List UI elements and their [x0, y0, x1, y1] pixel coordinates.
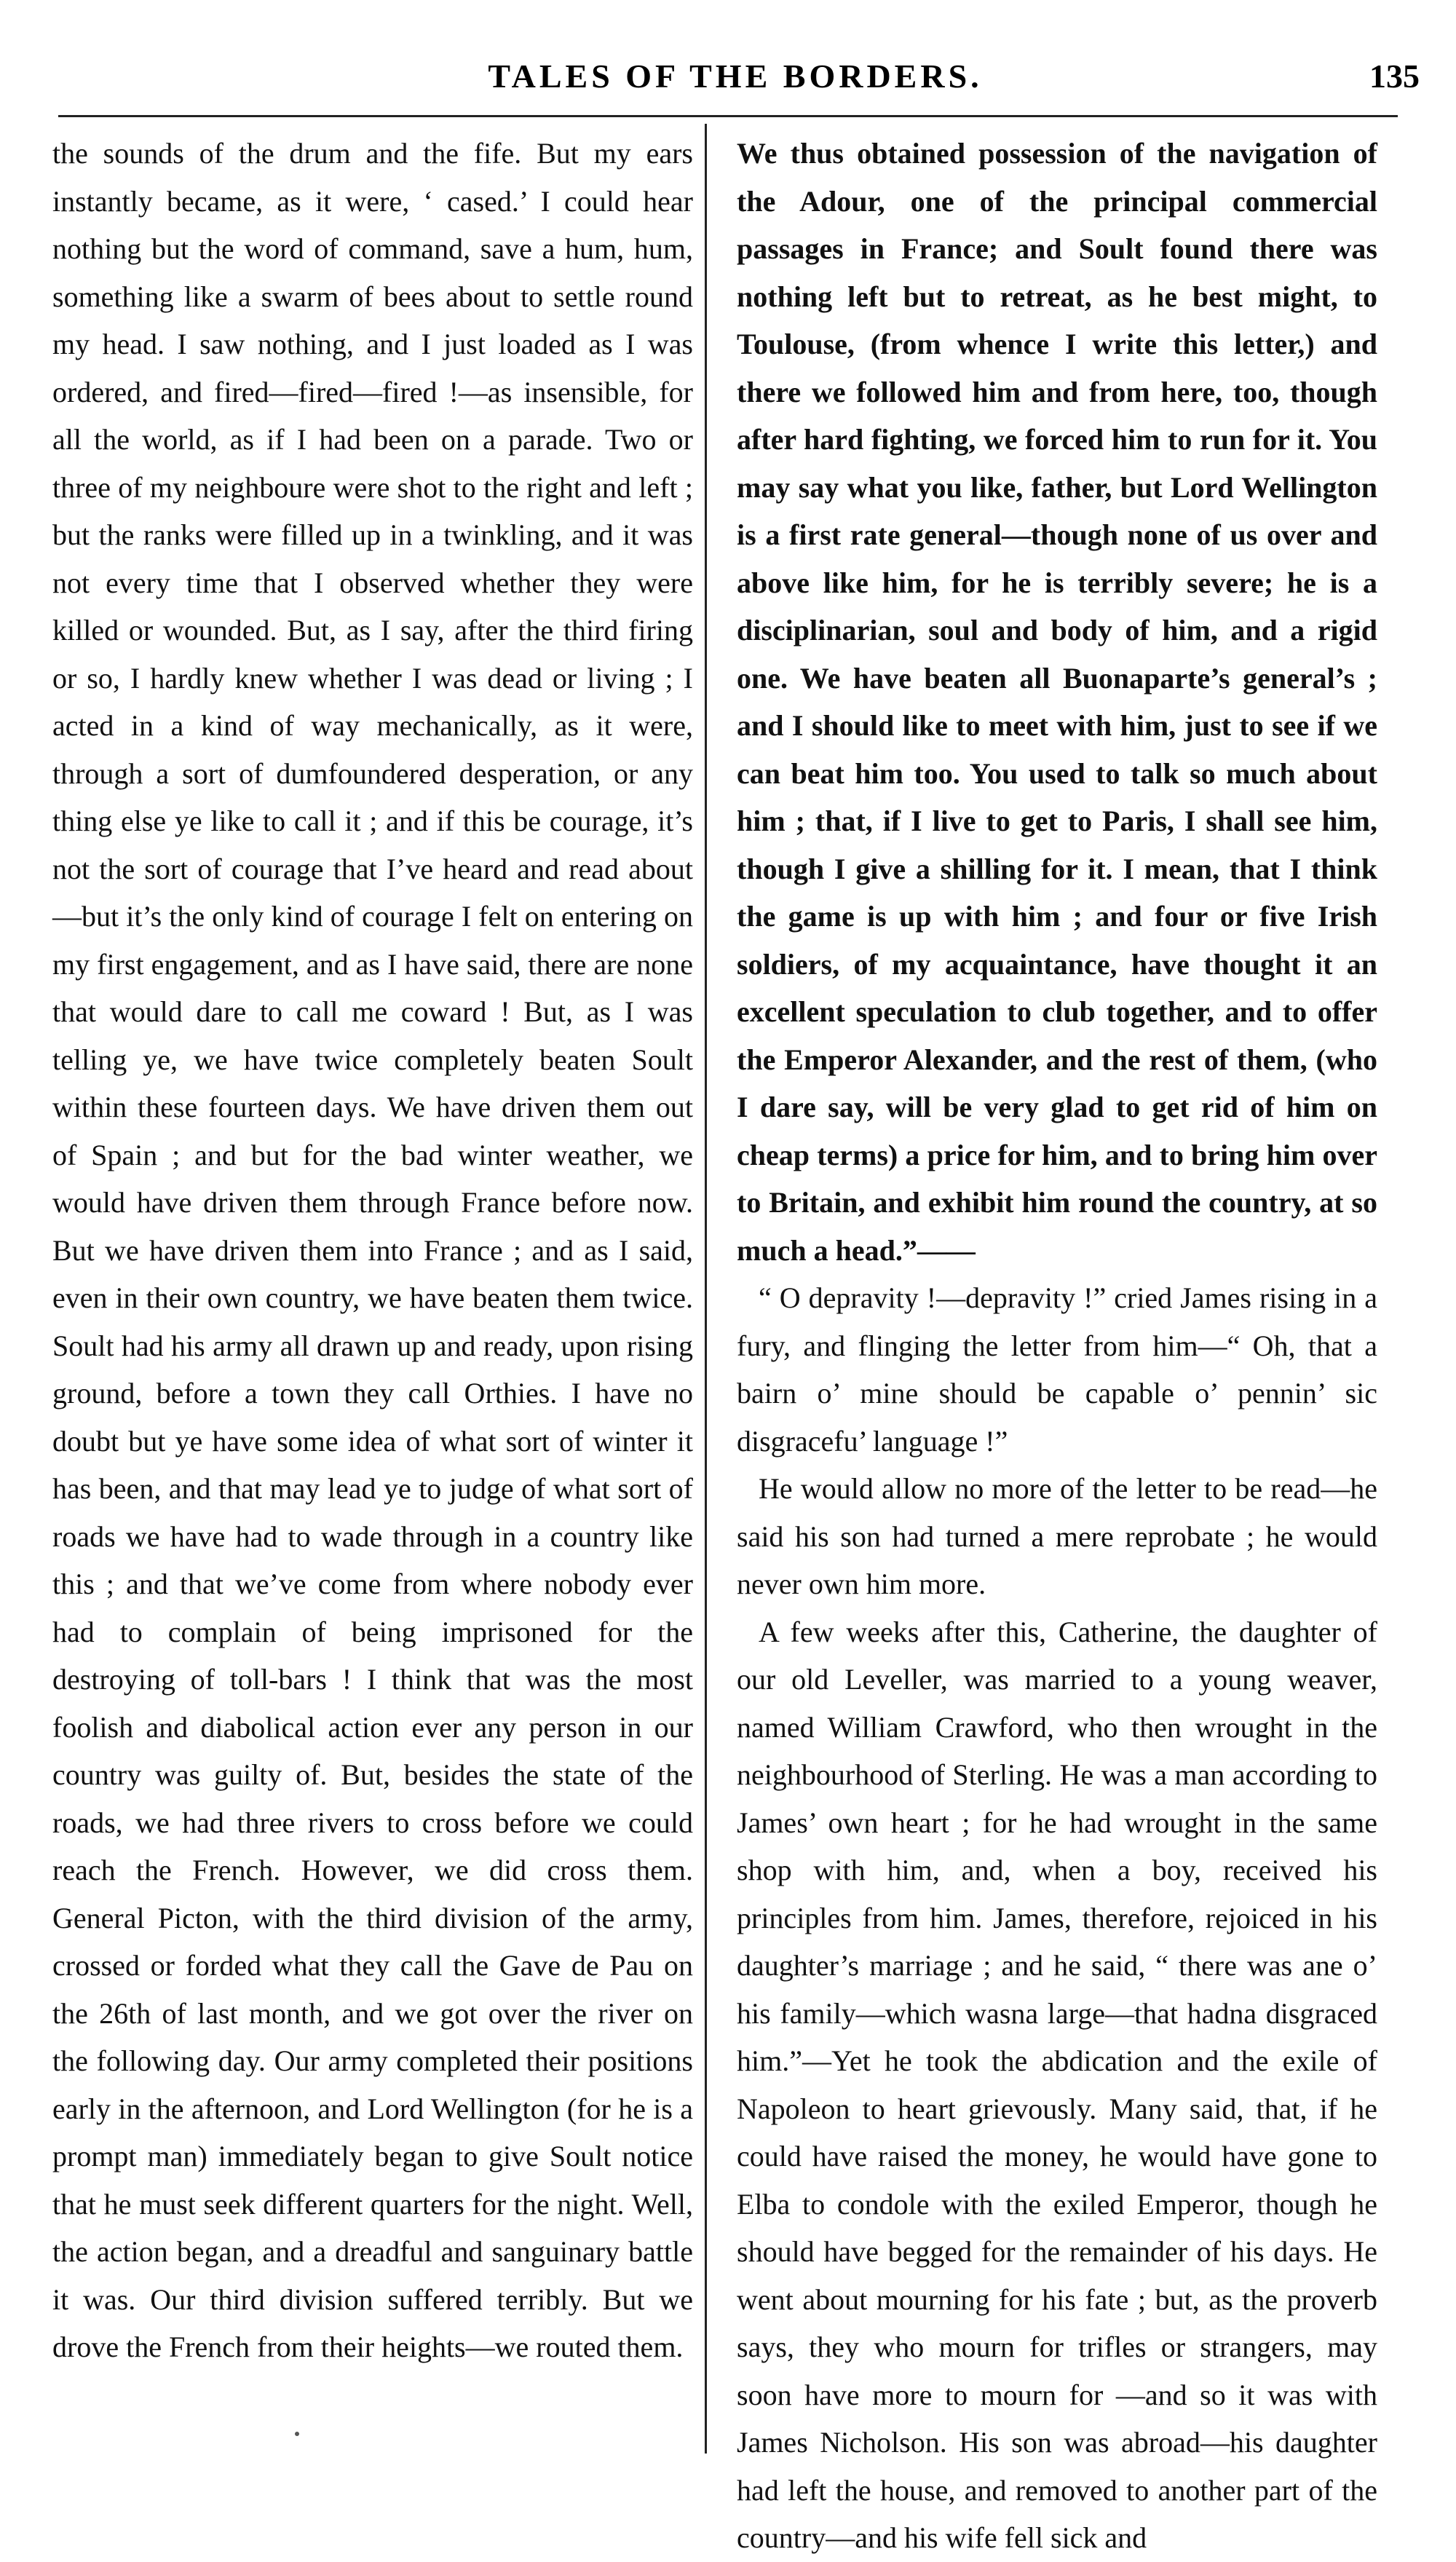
running-title: TALES OF THE BORDERS.	[488, 58, 983, 95]
column-divider	[705, 124, 707, 2454]
left-column	[52, 130, 693, 2430]
page-number: 135	[1369, 58, 1420, 95]
right-paragraph-1: We thus obtained possession of the navigation of the Adour, one of the principal commercial passages in France; and Soult found there was nothing left but to retreat, as he best might, to Toulouse, (from whence I write this letter,) and there we followed him and from here, too, though after hard fighting, we forced him to run for it. You may say what you like, father, but Lord Wellington is a first rate general—though none of us over and above like him, for he is terribly severe; he is a disciplinarian, soul and body of him, and a rigid one. We have beaten all Buonaparte’s general’s ; and I should like to meet with him, just to see if we can beat him too. You used to talk so much about him ; that, if I live to get to Paris, I shall see him, though I give a shilling for it. I mean, that I think the game is up with him ; and four or five Irish soldiers, of my acquaintance, have thought it an excellent speculation to club together, and to offer the Emperor Alexander, and the rest of them, (who I dare say, will be very glad to get rid of him on cheap terms) a price for him, and to bring him over to Britain, and exhibit him round the country, at so much a head.”——	[737, 137, 1377, 1267]
page-header	[51, 57, 1420, 115]
left-paragraph-1: the sounds of the drum and the fife. But my ears instantly became, as it were, ‘ cased.’ I could hear nothing but the word of command, save a hum, hum, something like a swarm of bees about to settle round my head. I saw nothing, and I just loaded as I was ordered, and fired—fired—fired !—as insensible, for all the world, as if I had been on a parade. Two or three of my neighboure were shot to the right and left ; but the ranks were filled up in a twinkling, and it was not every time that I observed whether they were killed or wounded. But, as I say, after the third firing or so, I hardly knew whether I was dead or living ; I acted in a kind of way mechanically, as it were, through a sort of dumfoundered desperation, or any thing else ye like to call it ; and if this be courage, it’s not the sort of courage that I’ve heard and read about—but it’s the only kind of courage I felt on entering on my first engagement, and as I have said, there are none that would dare to call me coward ! But, as I was telling ye, we have twice completely beaten Soult within these fourteen days. We have driven them out of Spain ; and but for the bad winter weather, we would have driven them through France before now. But we have driven them into France ; and as I said, even in their own country, we have beaten them twice. Soult had his army all drawn up and ready, upon rising ground, before a town they call Orthies. I have no doubt but ye have some idea of what sort of winter it has been, and that may lead ye to judge of what sort of roads we have had to wade through in a country like this ; and that we’ve come from where nobody ever had to complain of being imprisoned for the destroying of toll-bars ! I think that was the most foolish and diabolical action ever any person in our country was guilty of. But, besides the state of the roads, we had three rivers to cross before we could reach the French. However, we did cross them. General Picton, with the third division of the army, crossed or forded what they call the Gave de Pau on the 26th of last month, and we got over the river on the following day. Our army completed their positions early in the afternoon, and Lord Wellington (for he is a prompt man) immediately began to give Soult notice that he must seek different quarters for the night. Well, the action began, and a dreadful and sanguinary battle it was. Our third division suffered terribly. But we drove the French from their heights—we routed them.	[52, 137, 693, 2363]
right-paragraph-4: A few weeks after this, Catherine, the daughter of our old Leveller, was married to a young weaver, named William Crawford, who then wrought in the neighbourhood of Sterling. He was a man according to James’ own heart ; for he had wrought in the same shop with him, and, when a boy, received his principles from him. James, therefore, rejoiced in his daughter’s marriage ; and he said, “ there was ane o’ his family—which wasna large—that hadna disgraced him.”—Yet he took the abdication and the exile of Napoleon to heart grievously. Many said, that, if he could have raised the money, he would have gone to Elba to condole with the exiled Emperor, though he should have begged for the remainder of his days. He went about mourning for his fate ; but, as the proverb says, they who mourn for trifles or strangers, may soon have more to mourn for —and so it was with James Nicholson. His son was abroad—his daughter had left the house, and removed to another part of the country—and his wife fell sick and	[737, 1615, 1377, 2554]
right-column	[737, 130, 1377, 2554]
print-speck	[295, 2432, 299, 2436]
header-rule	[58, 115, 1398, 117]
right-paragraph-2: “ O depravity !—depravity !” cried James rising in a fury, and flinging the letter from him—“ Oh, that a bairn o’ mine should be capable o’ pennin’ sic disgracefu’ language !”	[737, 1281, 1377, 1458]
right-paragraph-3: He would allow no more of the letter to be read—he said his son had turned a mere reprobate ; he would never own him more.	[737, 1472, 1377, 1600]
